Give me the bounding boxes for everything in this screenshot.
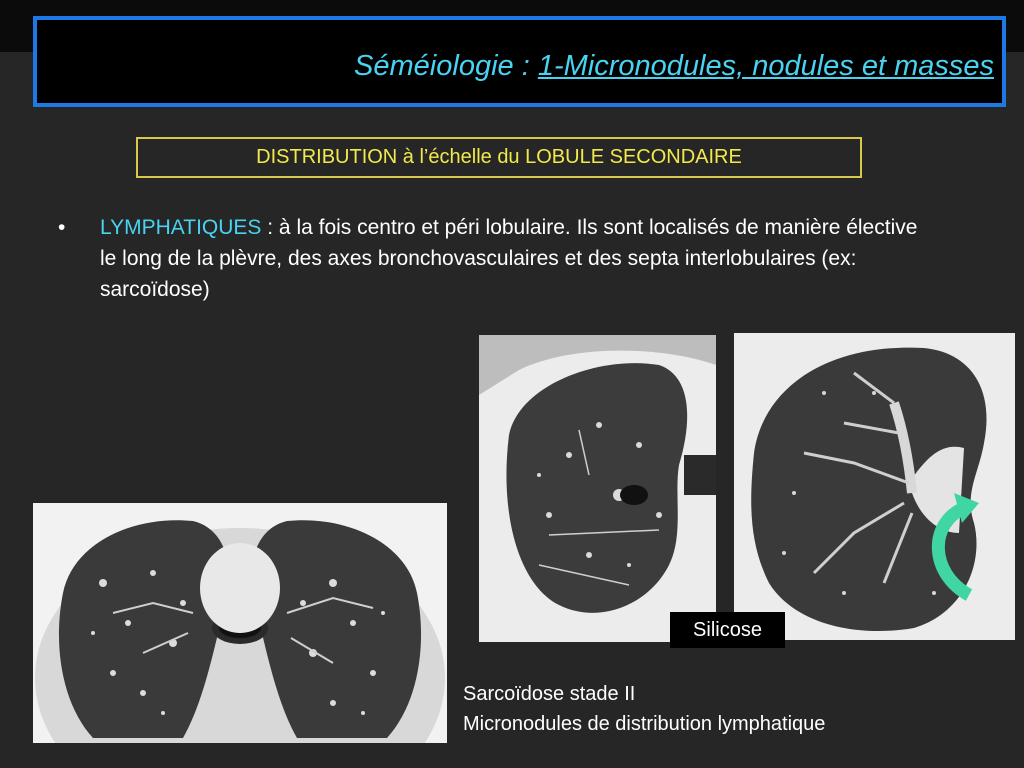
subtitle: DISTRIBUTION à l’échelle du LOBULE SECONDAIRE bbox=[256, 146, 742, 168]
ct-scan-silicose-graphic bbox=[734, 333, 1015, 640]
image-caption bbox=[463, 679, 825, 739]
ct-image-sarcoidosis bbox=[33, 503, 447, 743]
title-box bbox=[33, 16, 1006, 107]
bullet-item bbox=[58, 212, 938, 305]
ct-image-silicose bbox=[734, 333, 1015, 640]
slide-title bbox=[354, 50, 994, 83]
caption-line-2: Micronodules de distribution lymphatique bbox=[463, 713, 826, 735]
ct-scan-zoom-graphic bbox=[479, 335, 716, 642]
ct-scan-bilateral-graphic bbox=[33, 503, 447, 743]
bullet-term: LYMPHATIQUES bbox=[100, 216, 262, 239]
subtitle-box bbox=[136, 137, 862, 178]
title-topic: 1-Micronodules, nodules et masses bbox=[537, 50, 994, 82]
title-prefix: Séméiologie : bbox=[354, 50, 538, 82]
bullet-list bbox=[58, 212, 938, 305]
caption-line-1: Sarcoïdose stade II bbox=[463, 683, 636, 705]
bullet-marker: • bbox=[58, 216, 66, 239]
image-label-silicose: Silicose bbox=[670, 612, 785, 648]
bullet-text: : à la fois centro et péri lobulaire. Ils sont localisés de manière élective le long de la plèvre, des axes bronchovasculaires et des septa interlobulaires (ex: sarcoïdose) bbox=[100, 216, 918, 301]
ct-image-lung-zoom bbox=[479, 335, 716, 642]
